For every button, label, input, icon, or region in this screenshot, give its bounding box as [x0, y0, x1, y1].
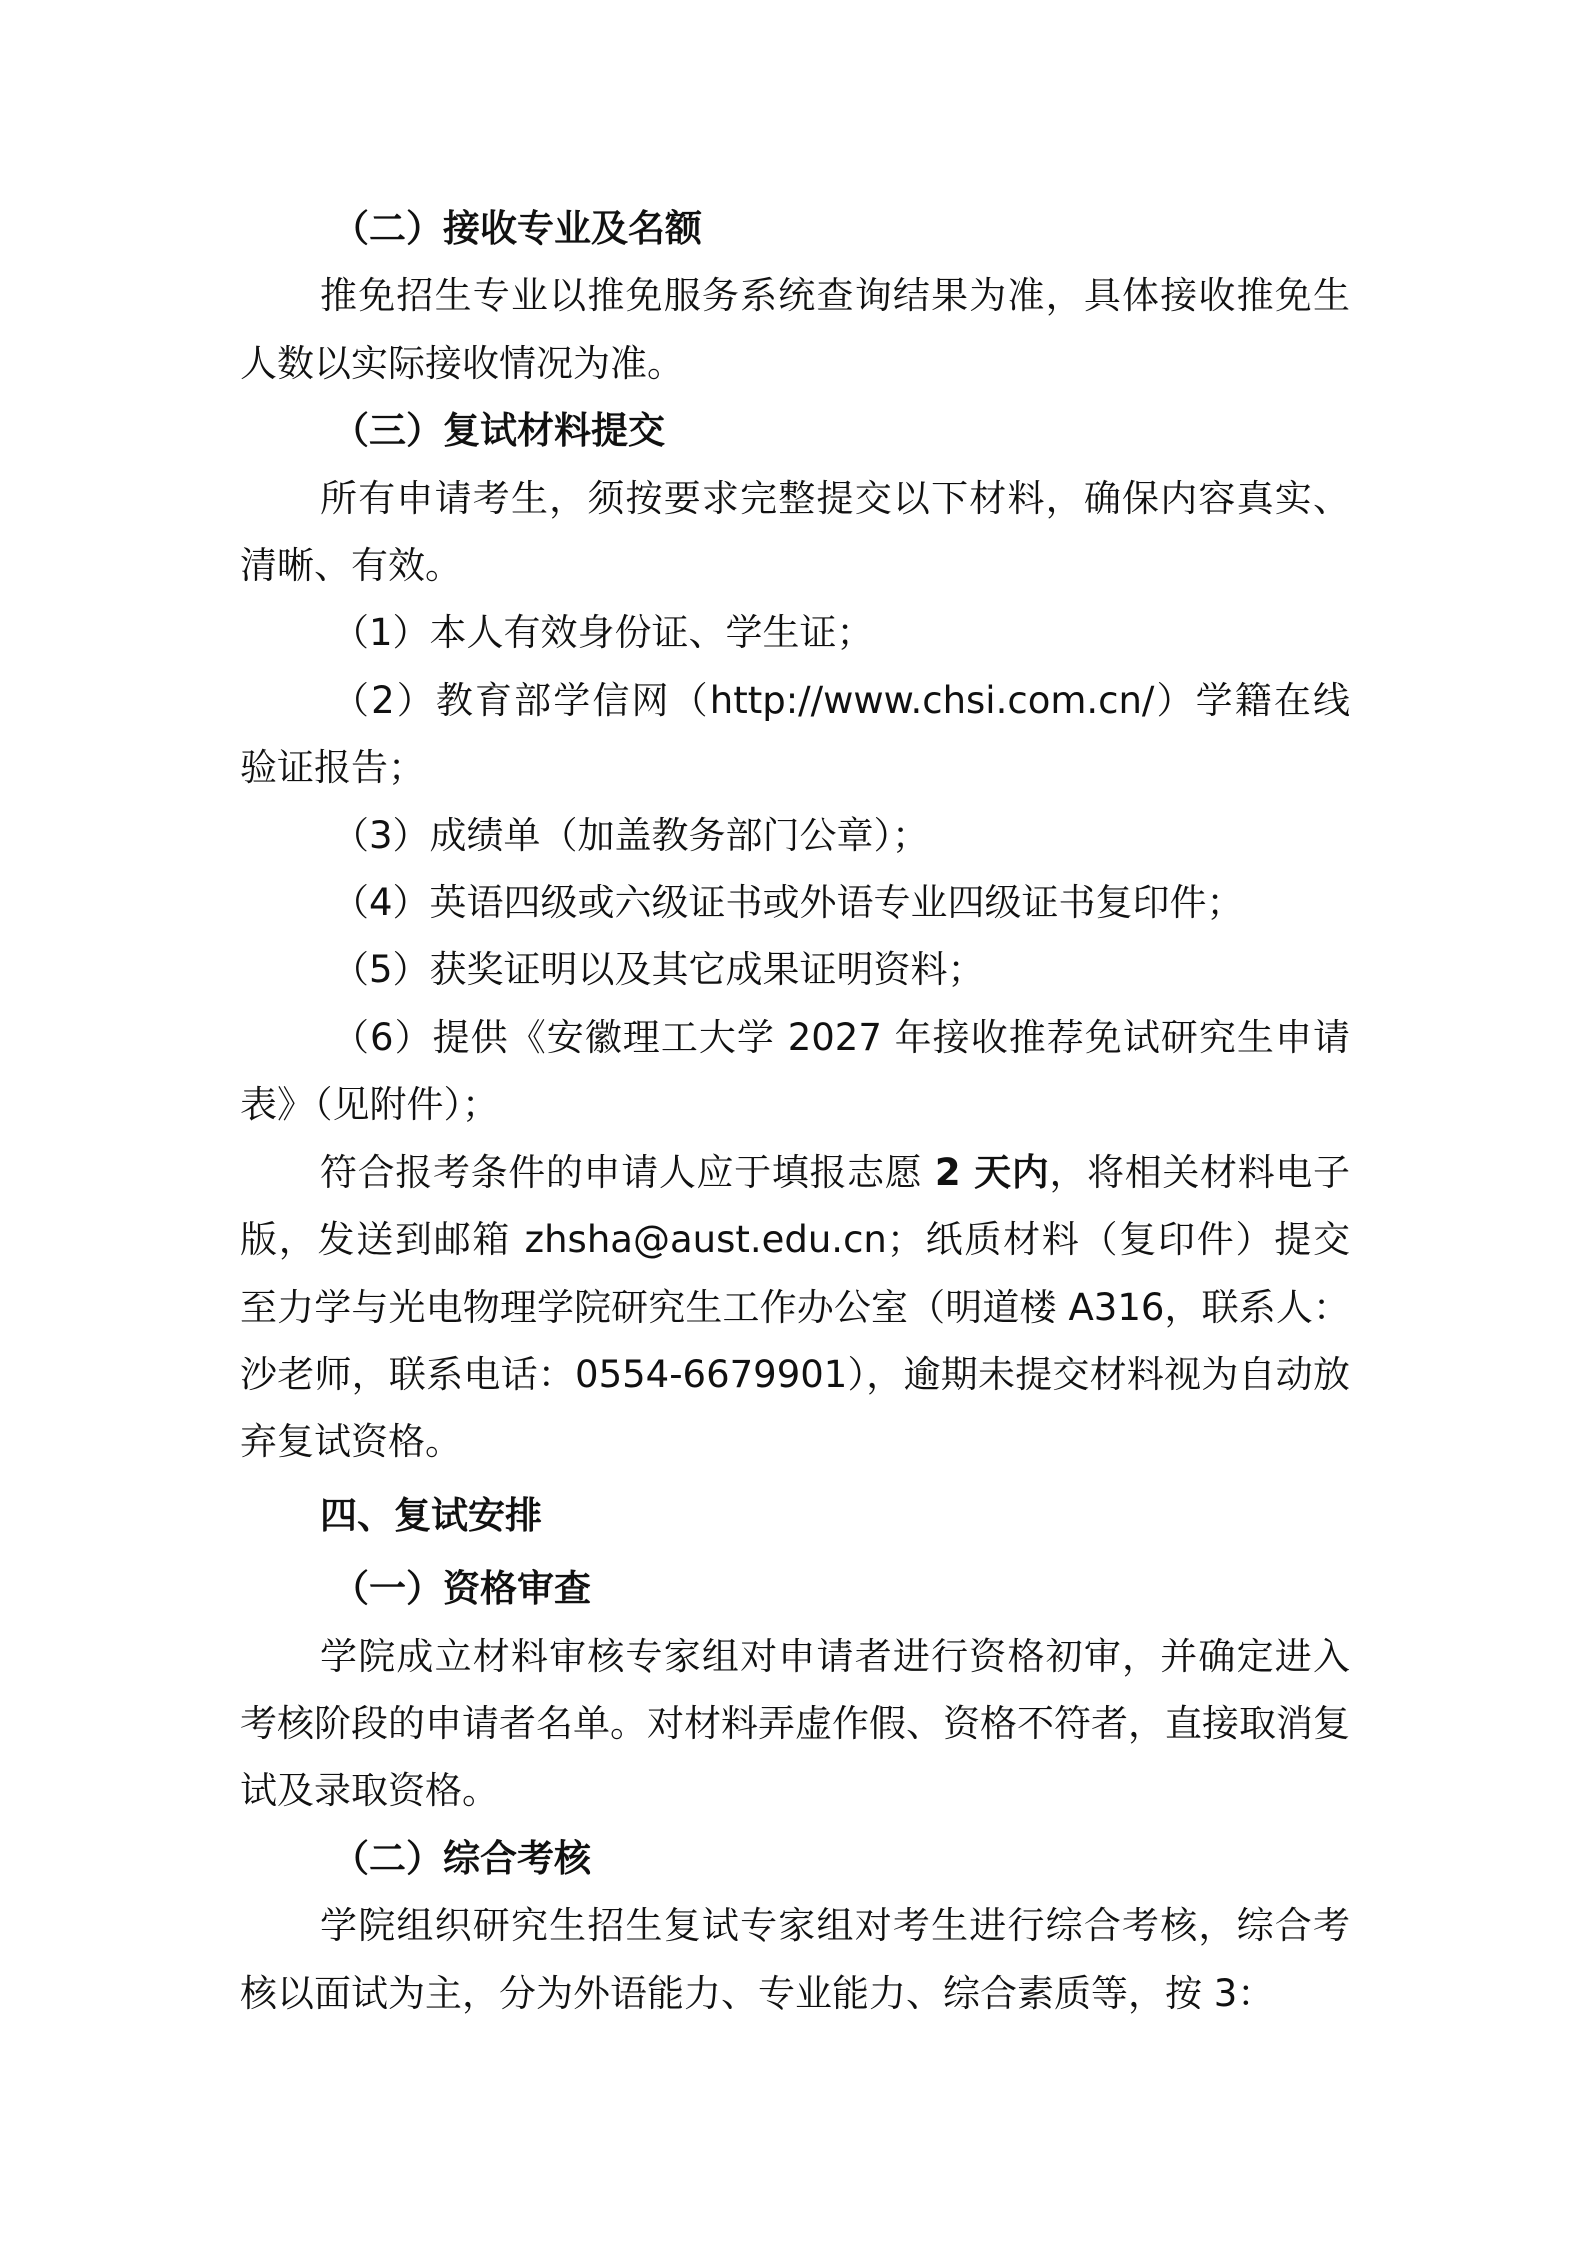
paragraph-quota: 推免招生专业以推免服务系统查询结果为准，具体接收推免生人数以实际接收情况为准。	[240, 274, 1350, 385]
section-heading-quota: （二）接收专业及名额	[332, 207, 702, 250]
chapter-heading-arrangement: 四、复试安排	[320, 1493, 542, 1537]
submission-text-post: ，将相关材料电子版，发送到邮箱 zhsha@aust.edu.cn；纸质材料（复印件）提交至力学与光电物理学院研究生工作办公室（明道楼 A316，联系人：沙老师，联系电话：0554-6679901），逾期未提交材料视为自动放弃复试资格。	[240, 1150, 1350, 1464]
paragraph-review: 学院成立材料审核专家组对申请者进行资格初审，并确定进入考核阶段的申请者名单。对材料弄虚作假、资格不符者，直接取消复试及录取资格。	[240, 1634, 1350, 1813]
paragraph-submission	[240, 1139, 1350, 1476]
document-body	[240, 195, 1350, 2027]
list-item-3: （3）成绩单（加盖教务部门公章）；	[332, 813, 930, 857]
list-item-1: （1）本人有效身份证、学生证；	[332, 611, 874, 655]
section-heading-review: （一）资格审查	[332, 1567, 591, 1611]
list-item-5: （5）获奖证明以及其它成果证明资料；	[332, 948, 985, 992]
list-item-4: （4）英语四级或六级证书或外语专业四级证书复印件；	[332, 881, 1244, 925]
list-item-2: （2）教育部学信网（http://www.chsi.com.cn/）学籍在线验证报告；	[240, 678, 1350, 790]
paragraph-materials-intro: 所有申请考生，须按要求完整提交以下材料，确保内容真实、清晰、有效。	[240, 476, 1350, 588]
list-item-6: （6）提供《安徽理工大学 2027 年接收推荐免试研究生申请表》（见附件）；	[240, 1015, 1350, 1127]
submission-text-pre: 符合报考条件的申请人应于填报志愿	[320, 1150, 935, 1194]
submission-deadline: 2 天内	[934, 1150, 1050, 1194]
section-heading-assessment: （二）综合考核	[332, 1836, 591, 1880]
paragraph-assessment: 学院组织研究生招生复试专家组对考生进行综合考核，综合考核以面试为主，分为外语能力、专业能力、综合素质等，按 3：	[240, 1904, 1350, 2015]
section-heading-materials: （三）复试材料提交	[332, 409, 665, 453]
